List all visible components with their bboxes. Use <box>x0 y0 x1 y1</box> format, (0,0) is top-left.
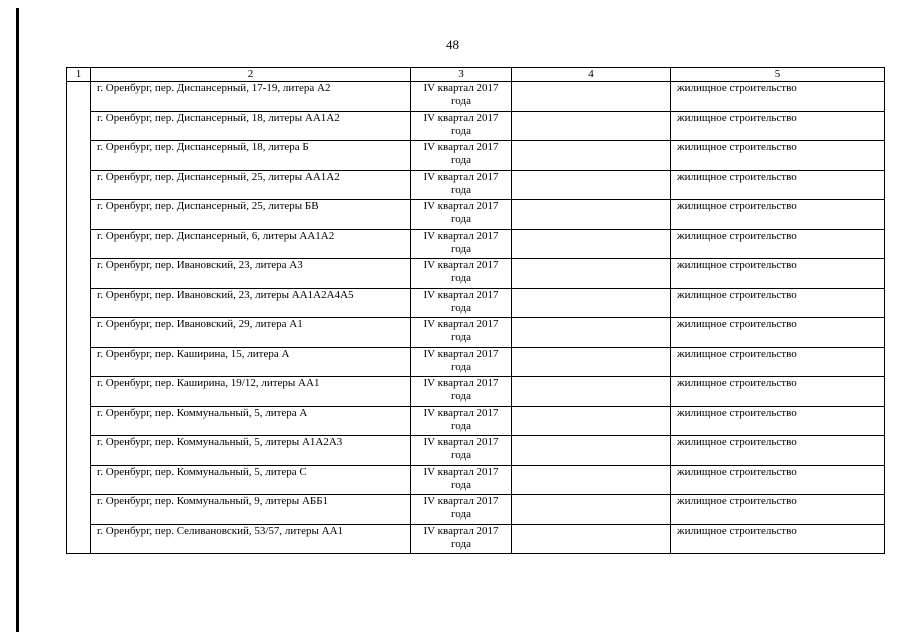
address-cell: г. Оренбург, пер. Диспансерный, 18, литеры АА1А2 <box>91 111 411 141</box>
land-plot-table <box>66 67 885 554</box>
table-row <box>67 288 885 318</box>
address-cell: г. Оренбург, пер. Коммунальный, 5, литера С <box>91 465 411 495</box>
period-cell: IV квартал 2017 года <box>411 288 512 318</box>
table-row <box>67 170 885 200</box>
column-header-3: 3 <box>411 68 512 82</box>
period-cell: IV квартал 2017 года <box>411 406 512 436</box>
period-cell: IV квартал 2017 года <box>411 347 512 377</box>
page-edge-bar <box>16 8 19 632</box>
column-4-cell <box>512 495 671 525</box>
purpose-cell: жилищное строительство <box>671 347 885 377</box>
purpose-cell: жилищное строительство <box>671 200 885 230</box>
table-row <box>67 318 885 348</box>
purpose-cell: жилищное строительство <box>671 229 885 259</box>
column-4-cell <box>512 406 671 436</box>
column-header-1: 1 <box>67 68 91 82</box>
column-4-cell <box>512 229 671 259</box>
column-4-cell <box>512 347 671 377</box>
column-4-cell <box>512 465 671 495</box>
period-cell: IV квартал 2017 года <box>411 111 512 141</box>
purpose-cell: жилищное строительство <box>671 524 885 554</box>
address-cell: г. Оренбург, пер. Коммунальный, 5, литера А <box>91 406 411 436</box>
table-row <box>67 377 885 407</box>
period-cell: IV квартал 2017 года <box>411 82 512 112</box>
period-cell: IV квартал 2017 года <box>411 318 512 348</box>
table-row <box>67 347 885 377</box>
column-4-cell <box>512 318 671 348</box>
table-row <box>67 200 885 230</box>
address-cell: г. Оренбург, пер. Коммунальный, 9, литеры АББ1 <box>91 495 411 525</box>
table-row <box>67 436 885 466</box>
column-4-cell <box>512 170 671 200</box>
column-4-cell <box>512 524 671 554</box>
period-cell: IV квартал 2017 года <box>411 229 512 259</box>
column-4-cell <box>512 436 671 466</box>
address-cell: г. Оренбург, пер. Каширина, 19/12, литеры АА1 <box>91 377 411 407</box>
purpose-cell: жилищное строительство <box>671 259 885 289</box>
address-cell: г. Оренбург, пер. Диспансерный, 17-19, литера А2 <box>91 82 411 112</box>
purpose-cell: жилищное строительство <box>671 436 885 466</box>
column-4-cell <box>512 141 671 171</box>
address-cell: г. Оренбург, пер. Коммунальный, 5, литеры А1А2А3 <box>91 436 411 466</box>
table-row <box>67 495 885 525</box>
table-row <box>67 406 885 436</box>
table-row <box>67 259 885 289</box>
column-4-cell <box>512 259 671 289</box>
period-cell: IV квартал 2017 года <box>411 200 512 230</box>
column-4-cell <box>512 111 671 141</box>
column-header-2: 2 <box>91 68 411 82</box>
address-cell: г. Оренбург, пер. Диспансерный, 25, литеры БВ <box>91 200 411 230</box>
address-cell: г. Оренбург, пер. Диспансерный, 18, литера Б <box>91 141 411 171</box>
table-row <box>67 82 885 112</box>
column-header-5: 5 <box>671 68 885 82</box>
column-header-4: 4 <box>512 68 671 82</box>
column-4-cell <box>512 377 671 407</box>
row-number-cell <box>67 82 91 554</box>
table-header-row <box>67 68 885 82</box>
table-row <box>67 141 885 171</box>
address-cell: г. Оренбург, пер. Диспансерный, 6, литеры АА1А2 <box>91 229 411 259</box>
address-cell: г. Оренбург, пер. Ивановский, 23, литера А3 <box>91 259 411 289</box>
purpose-cell: жилищное строительство <box>671 111 885 141</box>
purpose-cell: жилищное строительство <box>671 288 885 318</box>
purpose-cell: жилищное строительство <box>671 141 885 171</box>
purpose-cell: жилищное строительство <box>671 170 885 200</box>
purpose-cell: жилищное строительство <box>671 318 885 348</box>
table-row <box>67 524 885 554</box>
address-cell: г. Оренбург, пер. Ивановский, 29, литера А1 <box>91 318 411 348</box>
table-row <box>67 229 885 259</box>
column-4-cell <box>512 82 671 112</box>
address-cell: г. Оренбург, пер. Селивановский, 53/57, литеры АА1 <box>91 524 411 554</box>
period-cell: IV квартал 2017 года <box>411 495 512 525</box>
purpose-cell: жилищное строительство <box>671 82 885 112</box>
purpose-cell: жилищное строительство <box>671 465 885 495</box>
page-number: 48 <box>446 37 459 52</box>
address-cell: г. Оренбург, пер. Каширина, 15, литера А <box>91 347 411 377</box>
period-cell: IV квартал 2017 года <box>411 141 512 171</box>
table-row <box>67 465 885 495</box>
period-cell: IV квартал 2017 года <box>411 465 512 495</box>
purpose-cell: жилищное строительство <box>671 495 885 525</box>
period-cell: IV квартал 2017 года <box>411 377 512 407</box>
purpose-cell: жилищное строительство <box>671 406 885 436</box>
column-4-cell <box>512 288 671 318</box>
address-cell: г. Оренбург, пер. Ивановский, 23, литеры АА1А2А4А5 <box>91 288 411 318</box>
period-cell: IV квартал 2017 года <box>411 524 512 554</box>
column-4-cell <box>512 200 671 230</box>
purpose-cell: жилищное строительство <box>671 377 885 407</box>
table-row <box>67 111 885 141</box>
address-cell: г. Оренбург, пер. Диспансерный, 25, литеры АА1А2 <box>91 170 411 200</box>
period-cell: IV квартал 2017 года <box>411 259 512 289</box>
period-cell: IV квартал 2017 года <box>411 170 512 200</box>
period-cell: IV квартал 2017 года <box>411 436 512 466</box>
